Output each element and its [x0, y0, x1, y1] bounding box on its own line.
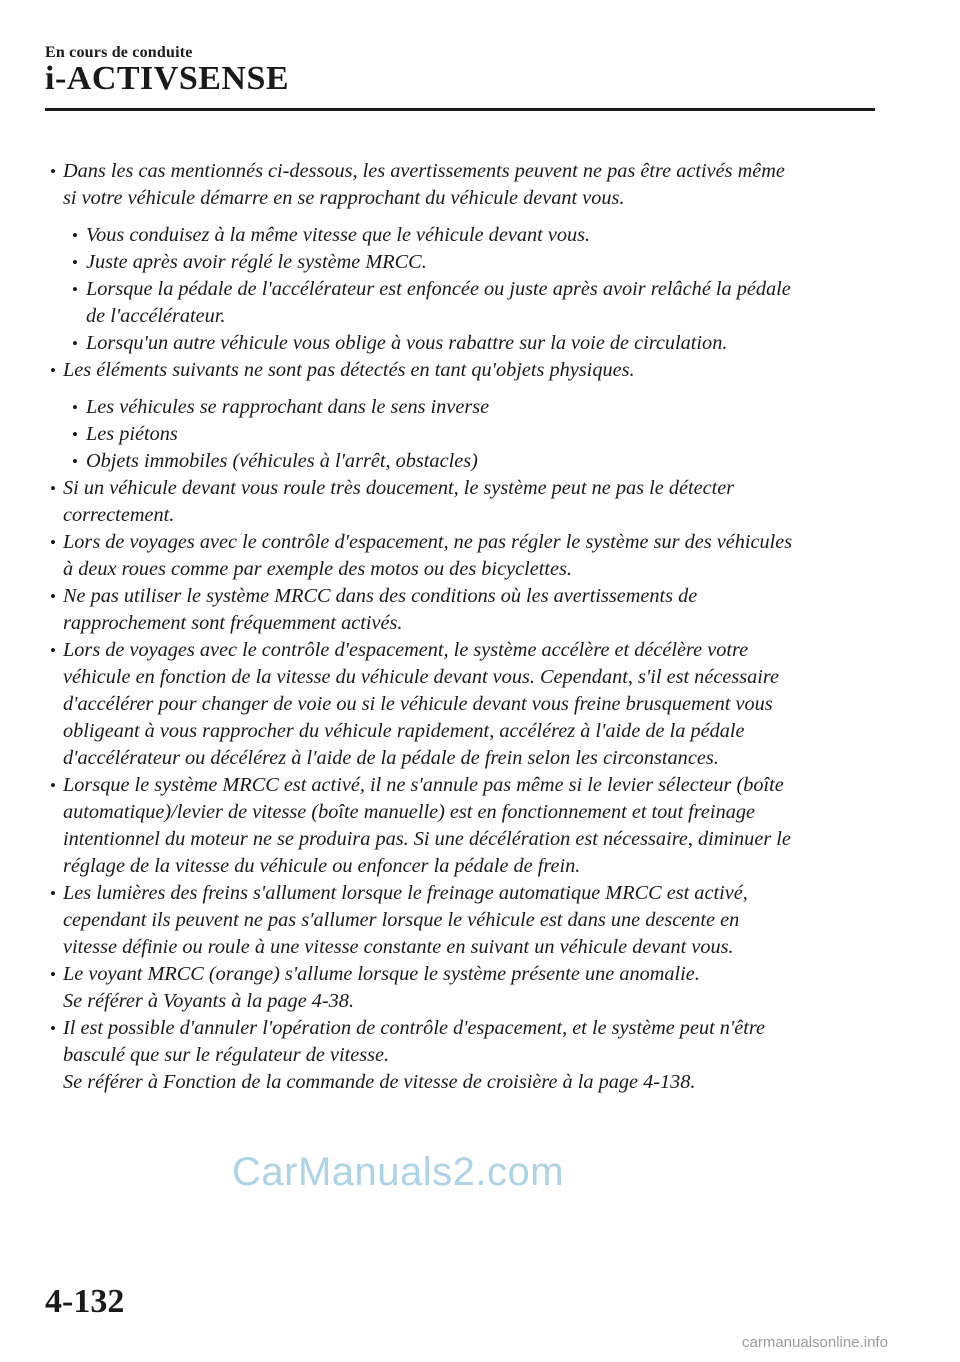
bullet-dot: • — [50, 1019, 56, 1038]
list-item-text: basculé que sur le régulateur de vitesse. — [63, 1044, 390, 1066]
list-item — [47, 475, 872, 529]
watermark-logo: CarManuals2.com — [232, 1150, 565, 1194]
bullet-dot: • — [72, 280, 78, 299]
bullet-dot: • — [72, 226, 78, 245]
list-item-text: d'accélérer pour changer de voie ou si le véhicule devant vous freine brusquement vous — [63, 693, 773, 715]
bullet-dot: • — [50, 884, 56, 903]
list-item-text: correctement. — [63, 504, 175, 526]
list-item-text: Se référer à Fonction de la commande de vitesse de croisière à la page 4-138. — [63, 1071, 696, 1093]
list-item — [47, 1015, 872, 1096]
page-number: 4-132 — [45, 1283, 125, 1320]
list-item-text: Lors de voyages avec le contrôle d'espacement, le système accélère et décélère votre — [63, 639, 749, 661]
bullet-dot: • — [50, 965, 56, 984]
footer-watermark: carmanualsonline.info — [742, 1334, 888, 1351]
list-item-text: Les piétons — [86, 423, 178, 445]
bullet-dot: • — [50, 361, 56, 380]
sub-list-item — [47, 222, 872, 249]
list-item-text: Lors de voyages avec le contrôle d'espacement, ne pas régler le système sur des véhicules — [63, 531, 793, 553]
list-item-text: Se référer à Voyants à la page 4-38. — [63, 990, 355, 1012]
list-item-text: de l'accélérateur. — [86, 305, 226, 327]
list-item-text: cependant ils peuvent ne pas s'allumer lorsque le véhicule est dans une descente en — [63, 909, 740, 931]
list-item-text: Lorsque la pédale de l'accélérateur est enfoncée ou juste après avoir relâché la pédale — [86, 278, 791, 300]
list-item — [47, 961, 872, 1015]
list-item-text: Juste après avoir réglé le système MRCC. — [86, 251, 427, 273]
sub-list-item — [47, 276, 872, 330]
list-item-text: Vous conduisez à la même vitesse que le véhicule devant vous. — [86, 224, 591, 246]
list-item — [47, 637, 872, 772]
list-item-text: automatique)/levier de vitesse (boîte manuelle) est en fonctionnement et tout freinage — [63, 801, 755, 823]
list-item-text: réglage de la vitesse du véhicule ou enfoncer la pédale de frein. — [63, 855, 581, 877]
list-item-text: Les lumières des freins s'allument lorsque le freinage automatique MRCC est activé, — [63, 882, 748, 904]
sub-list-item — [47, 249, 872, 276]
list-item-text: Ne pas utiliser le système MRCC dans des conditions où les avertissements de — [63, 585, 698, 607]
sub-list-item — [47, 421, 872, 448]
list-item — [47, 529, 872, 583]
bullet-dot: • — [50, 641, 56, 660]
list-item — [47, 880, 872, 961]
bullet-dot: • — [72, 452, 78, 471]
list-item-text: Lorsque le système MRCC est activé, il ne s'annule pas même si le levier sélecteur (boîte — [63, 774, 784, 796]
list-item-text: Le voyant MRCC (orange) s'allume lorsque le système présente une anomalie. — [63, 963, 700, 985]
list-item-text: Objets immobiles (véhicules à l'arrêt, obstacles) — [86, 450, 478, 472]
bullet-dot: • — [72, 398, 78, 417]
list-item-text: véhicule en fonction de la vitesse du véhicule devant vous. Cependant, s'il est nécessaire — [63, 666, 780, 688]
section-label: En cours de conduite — [45, 44, 193, 61]
list-item-text: vitesse définie ou roule à une vitesse constante en suivant un véhicule devant vous. — [63, 936, 734, 958]
bullet-dot: • — [50, 162, 56, 181]
page-title: i-ACTIVSENSE — [45, 60, 290, 97]
list-item-text: à deux roues comme par exemple des motos ou des bicyclettes. — [63, 558, 572, 580]
sub-list-item — [47, 394, 872, 421]
bullet-dot: • — [50, 479, 56, 498]
list-item-text: Lorsqu'un autre véhicule vous oblige à vous rabattre sur la voie de circulation. — [86, 332, 728, 354]
list-item-text: Dans les cas mentionnés ci-dessous, les avertissements peuvent ne pas être activés même — [63, 160, 785, 182]
list-item — [47, 158, 872, 212]
list-item-text: Il est possible d'annuler l'opération de contrôle d'espacement, et le système peut n'être — [63, 1017, 766, 1039]
list-item-text: Les éléments suivants ne sont pas détectés en tant qu'objets physiques. — [63, 359, 635, 381]
list-item-text: rapprochement sont fréquemment activés. — [63, 612, 403, 634]
list-item — [47, 357, 872, 384]
sub-list-item — [47, 330, 872, 357]
list-item — [47, 772, 872, 880]
bullet-dot: • — [72, 253, 78, 272]
list-item-text: d'accélérateur ou décélérez à l'aide de la pédale de frein selon les circonstances. — [63, 747, 719, 769]
list-item-text: si votre véhicule démarre en se rapprochant du véhicule devant vous. — [63, 187, 625, 209]
list-item-text: intentionnel du moteur ne se produira pas. Si une décélération est nécessaire, diminuer le — [63, 828, 791, 850]
list-item-text: Les véhicules se rapprochant dans le sens inverse — [86, 396, 490, 418]
bullet-list — [47, 158, 872, 1096]
bullet-dot: • — [72, 334, 78, 353]
list-item-text: obligeant à vous rapprocher du véhicule rapidement, accélérez à l'aide de la pédale — [63, 720, 745, 742]
bullet-dot: • — [50, 776, 56, 795]
sub-list-item — [47, 448, 872, 475]
list-item — [47, 583, 872, 637]
bullet-dot: • — [50, 533, 56, 552]
header-rule — [45, 108, 875, 111]
bullet-dot: • — [50, 587, 56, 606]
list-item-text: Si un véhicule devant vous roule très doucement, le système peut ne pas le détecter — [63, 477, 735, 499]
bullet-dot: • — [72, 425, 78, 444]
